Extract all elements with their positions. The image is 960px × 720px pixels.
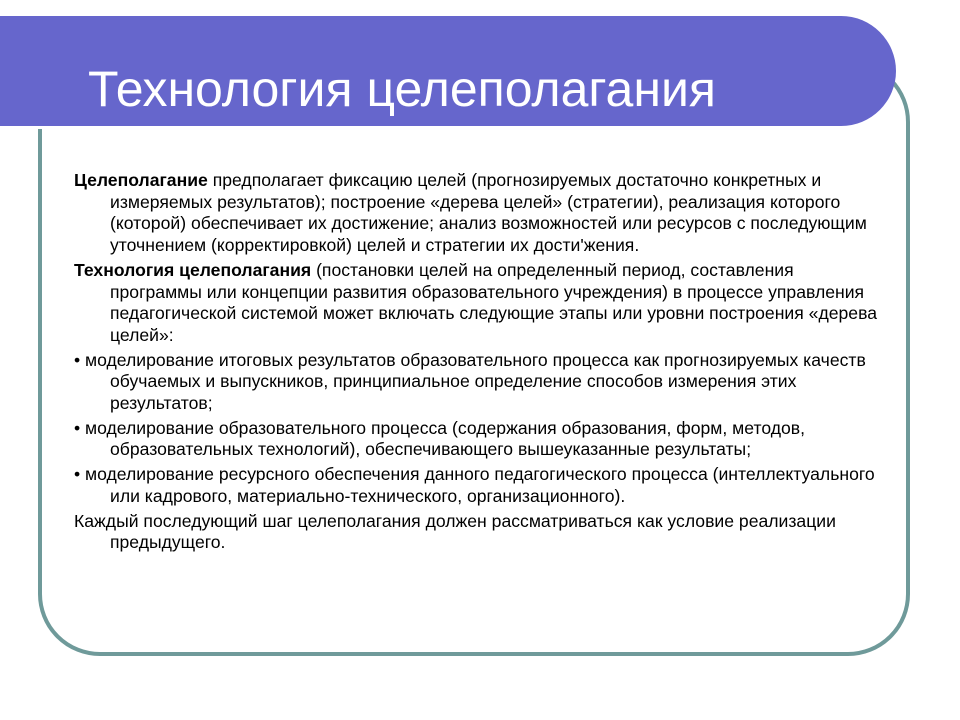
paragraph-text: Каждый последующий шаг целеполагания должен рассматриваться как условие реализации предыдущего. <box>74 510 836 553</box>
paragraph-text: • моделирование образовательного процесса (содержания образования, форм, методов, образовательных технологий), обеспечивающего вышеуказанные результаты; <box>74 417 806 460</box>
paragraph-text: • моделирование ресурсного обеспечения данного педагогического процесса (интеллектуального или кадрового, материально-технического, организационного). <box>74 464 875 506</box>
bullet-process-modeling <box>74 418 884 461</box>
term-goal-setting: Целеполагание <box>74 170 208 190</box>
paragraph-text: • моделирование итоговых результатов образовательного процесса как прогнозируемых качеств обучаемых и выпускников, принципиальное определение способов измерения этих результатов; <box>74 349 866 414</box>
paragraph-conclusion <box>74 511 884 554</box>
slide-title: Технология целеполагания <box>88 61 716 117</box>
bullet-outcomes-modeling <box>74 350 884 415</box>
title-band <box>0 16 896 126</box>
paragraph-text: предполагает фиксацию целей (прогнозируемых достаточно конкретных и измеряемых результатов); построение «дерева целей» (стратегии), реализация которого (которой) обеспечивает их достижение; анализ возможностей или ресурсов с последующим уточнением (корректировкой) целей и стратегии их дости'жения. <box>110 170 867 256</box>
bullet-resource-modeling <box>74 464 884 507</box>
paragraph-technology <box>74 260 884 347</box>
paragraph-text: (постановки целей на определенный период, составления программы или концепции развития образовательного учреждения) в процессе управления педагогической системой может включать следующие этапы или уровни построения «дерева целей»: <box>110 259 878 345</box>
term-technology: Технология целеполагания <box>74 259 312 280</box>
title-underline <box>0 126 850 129</box>
paragraph-definition <box>74 170 884 257</box>
slide-body <box>74 170 884 557</box>
